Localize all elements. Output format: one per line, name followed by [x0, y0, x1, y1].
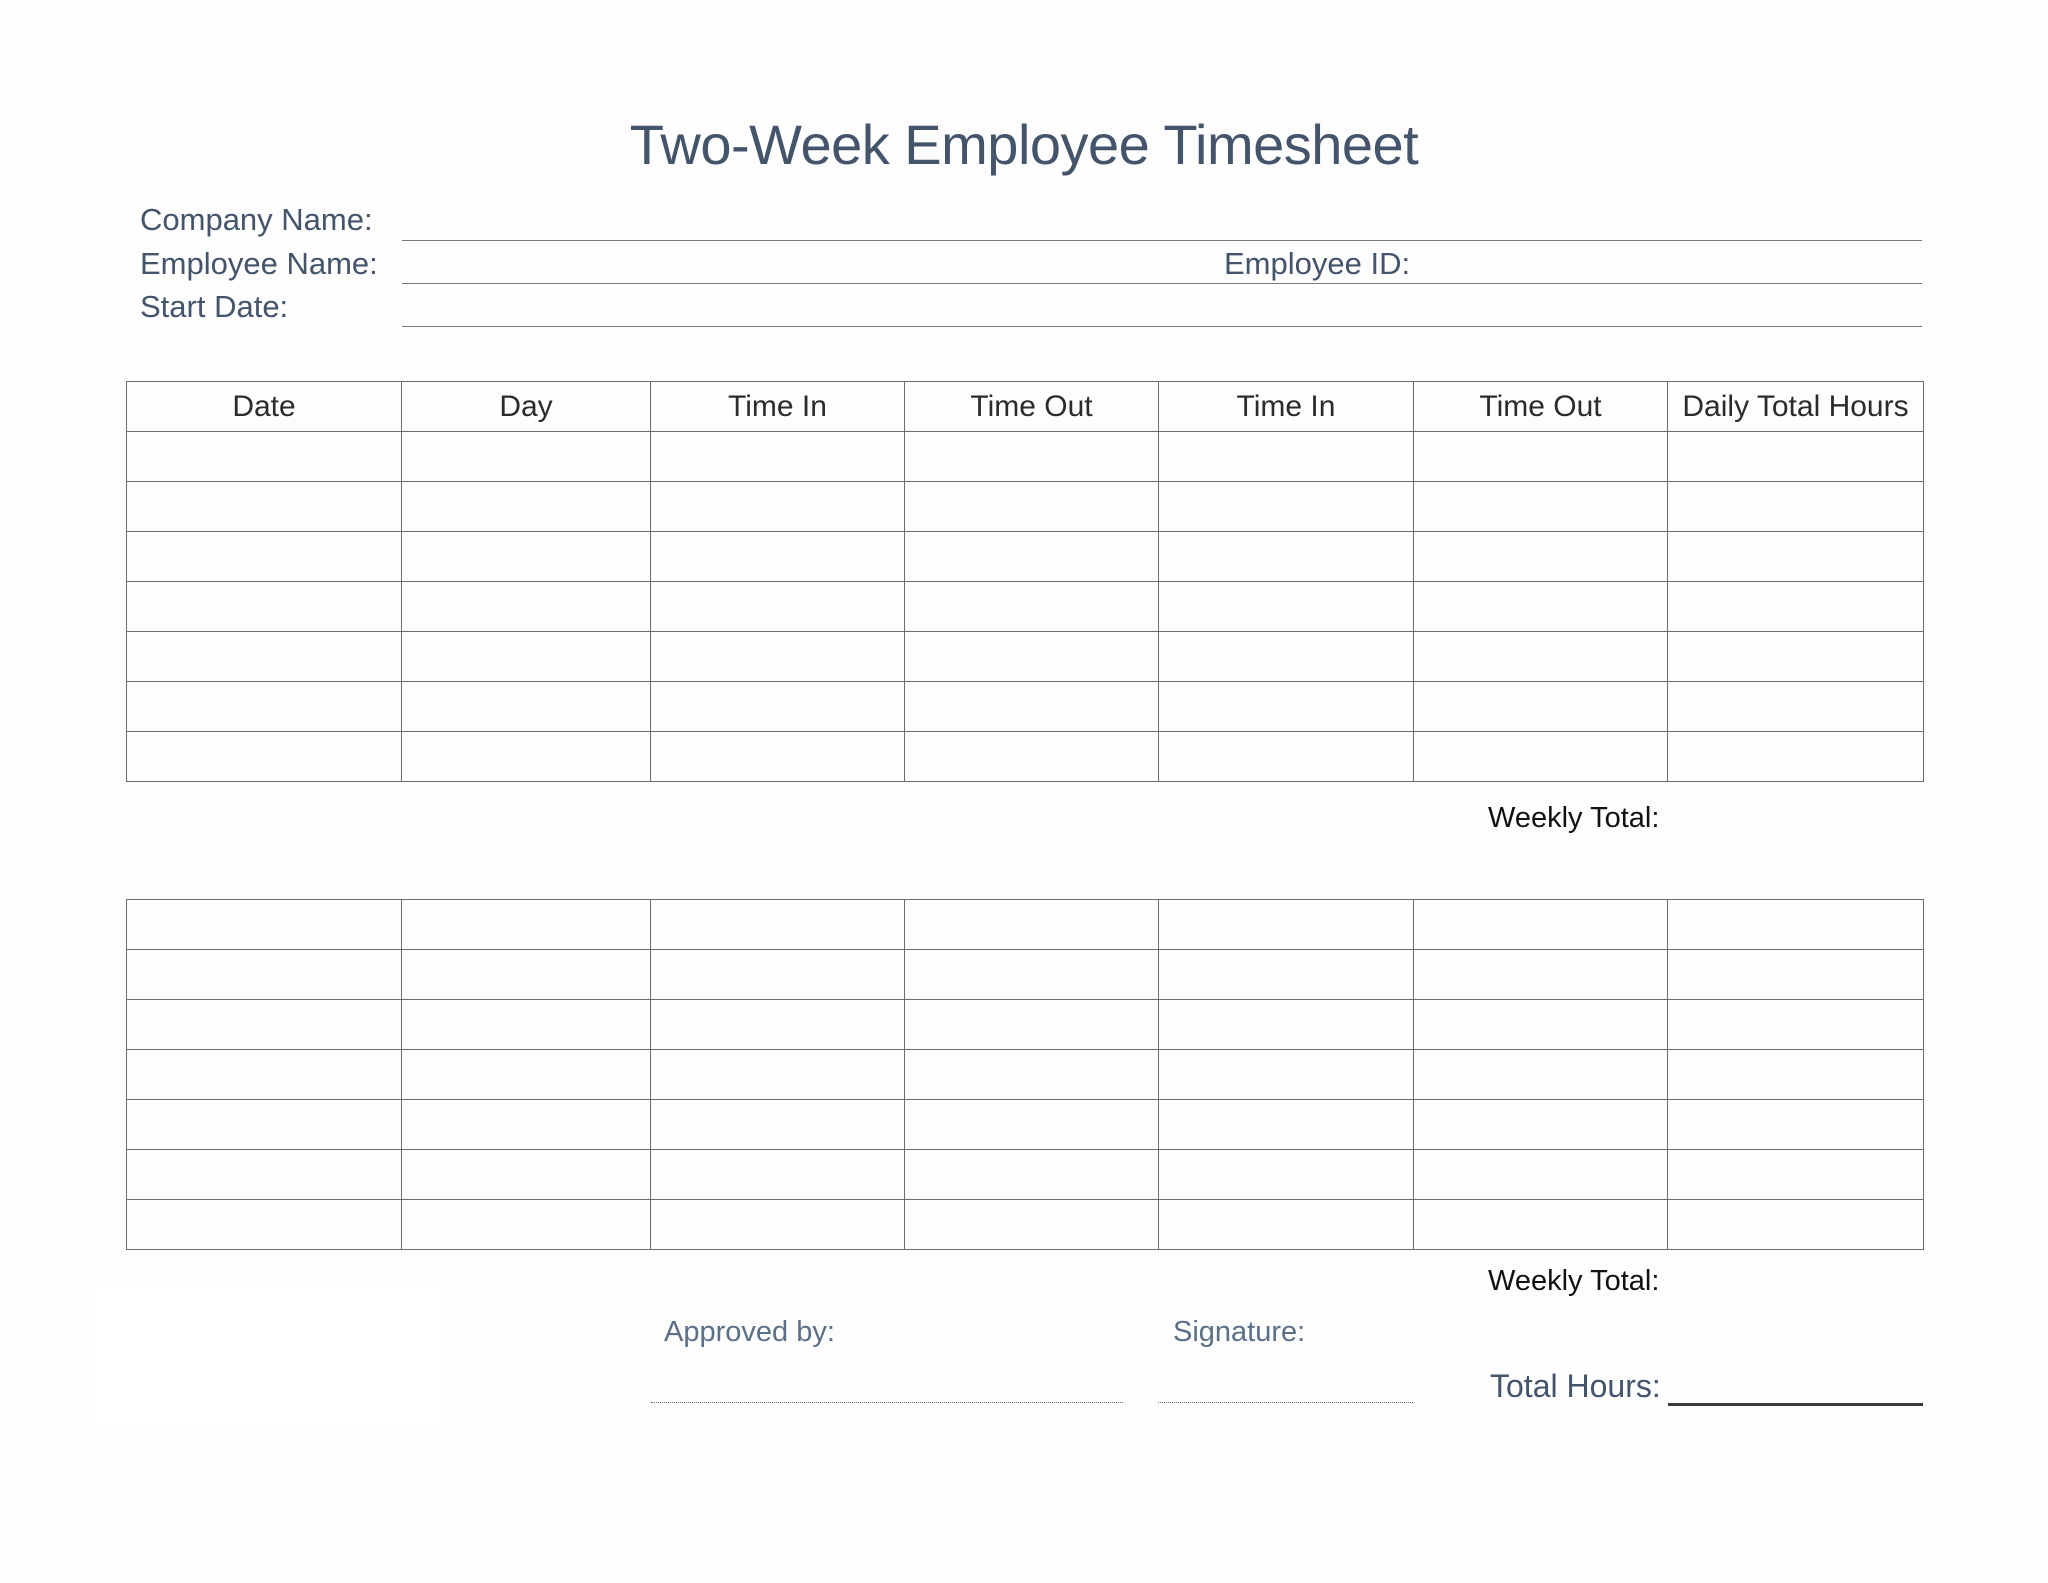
table-cell[interactable] [1159, 1200, 1414, 1250]
table-cell[interactable] [1668, 482, 1924, 532]
table-cell[interactable] [1414, 532, 1668, 582]
table-cell[interactable] [1668, 532, 1924, 582]
approved-by-field[interactable] [651, 1402, 1123, 1403]
table-row [127, 682, 1924, 732]
table-cell[interactable] [651, 732, 905, 782]
table-cell[interactable] [1159, 1100, 1414, 1150]
table-cell[interactable] [651, 582, 905, 632]
table-row [127, 532, 1924, 582]
table-cell[interactable] [402, 1100, 651, 1150]
table-cell[interactable] [1159, 582, 1414, 632]
table-cell[interactable] [127, 900, 402, 950]
table-cell[interactable] [402, 482, 651, 532]
table-cell[interactable] [402, 532, 651, 582]
blank-area [94, 1282, 446, 1426]
week-two-table [126, 899, 1924, 1250]
table-cell[interactable] [1668, 582, 1924, 632]
table-cell[interactable] [651, 1200, 905, 1250]
table-row [127, 1150, 1924, 1200]
table-cell[interactable] [1414, 1050, 1668, 1100]
table-row [127, 482, 1924, 532]
column-header-time-in: Time In [1159, 382, 1414, 432]
table-cell[interactable] [905, 432, 1159, 482]
table-cell[interactable] [651, 632, 905, 682]
table-cell[interactable] [651, 900, 905, 950]
table-cell[interactable] [402, 632, 651, 682]
total-hours-field[interactable] [1668, 1403, 1923, 1406]
table-cell[interactable] [1414, 582, 1668, 632]
table-cell[interactable] [905, 582, 1159, 632]
table-cell[interactable] [905, 532, 1159, 582]
table-header-row [127, 382, 1924, 432]
table-cell[interactable] [651, 1000, 905, 1050]
table-cell[interactable] [1414, 432, 1668, 482]
table-cell[interactable] [1414, 1200, 1668, 1250]
table-cell[interactable] [1414, 682, 1668, 732]
table-cell[interactable] [1668, 682, 1924, 732]
table-cell[interactable] [1668, 1150, 1924, 1200]
table-cell[interactable] [1414, 1150, 1668, 1200]
table-cell[interactable] [1668, 432, 1924, 482]
weekly-total-label: Weekly Total: [1488, 802, 1660, 834]
table-cell[interactable] [905, 1200, 1159, 1250]
table-cell[interactable] [1668, 632, 1924, 682]
table-cell[interactable] [905, 1050, 1159, 1100]
table-cell[interactable] [127, 732, 402, 782]
table-cell[interactable] [127, 950, 402, 1000]
table-cell[interactable] [905, 950, 1159, 1000]
table-cell[interactable] [402, 732, 651, 782]
table-cell[interactable] [127, 1200, 402, 1250]
table-cell[interactable] [1414, 1100, 1668, 1150]
table-row [127, 1200, 1924, 1250]
table-cell[interactable] [127, 1050, 402, 1100]
table-cell[interactable] [651, 432, 905, 482]
table-cell[interactable] [1668, 1200, 1924, 1250]
week-one-table [126, 381, 1924, 782]
table-cell[interactable] [651, 532, 905, 582]
table-cell[interactable] [1414, 950, 1668, 1000]
column-header-day: Day [402, 382, 651, 432]
table-cell[interactable] [1414, 632, 1668, 682]
table-cell[interactable] [1414, 732, 1668, 782]
table-cell[interactable] [127, 582, 402, 632]
table-row [127, 1100, 1924, 1150]
table-cell[interactable] [1159, 900, 1414, 950]
table-cell[interactable] [1159, 732, 1414, 782]
approved-by-label: Approved by: [664, 1316, 835, 1348]
start-date-label: Start Date: [140, 289, 289, 324]
table-cell[interactable] [1668, 1050, 1924, 1100]
table-cell[interactable] [651, 1150, 905, 1200]
company-name-label: Company Name: [140, 202, 373, 237]
table-cell[interactable] [1159, 432, 1414, 482]
table-cell[interactable] [1159, 950, 1414, 1000]
table-cell[interactable] [127, 632, 402, 682]
table-cell[interactable] [1414, 900, 1668, 950]
table-cell[interactable] [1159, 632, 1414, 682]
table-cell[interactable] [1668, 732, 1924, 782]
table-cell[interactable] [905, 682, 1159, 732]
table-cell[interactable] [1668, 1000, 1924, 1050]
table-cell[interactable] [402, 950, 651, 1000]
table-cell[interactable] [651, 950, 905, 1000]
table-row [127, 1050, 1924, 1100]
table-cell[interactable] [1159, 1000, 1414, 1050]
column-header-daily-total-hours: Daily Total Hours [1668, 382, 1924, 432]
table-cell[interactable] [1159, 532, 1414, 582]
employee-id-label: Employee ID: [1224, 246, 1411, 281]
table-cell[interactable] [1414, 1000, 1668, 1050]
table-cell[interactable] [651, 1100, 905, 1150]
table-cell[interactable] [402, 1150, 651, 1200]
table-cell[interactable] [651, 682, 905, 732]
table-cell[interactable] [905, 900, 1159, 950]
column-header-time-in: Time In [651, 382, 905, 432]
table-cell[interactable] [127, 1150, 402, 1200]
table-cell[interactable] [1414, 482, 1668, 532]
employee-name-field[interactable] [402, 283, 1922, 284]
table-cell[interactable] [1668, 900, 1924, 950]
column-header-date: Date [127, 382, 402, 432]
table-cell[interactable] [402, 432, 651, 482]
table-cell[interactable] [127, 682, 402, 732]
table-row [127, 950, 1924, 1000]
table-row [127, 1000, 1924, 1050]
column-header-time-out: Time Out [905, 382, 1159, 432]
table-row [127, 432, 1924, 482]
table-cell[interactable] [905, 1100, 1159, 1150]
start-date-field[interactable] [402, 326, 1922, 327]
signature-field[interactable] [1158, 1402, 1413, 1403]
table-cell[interactable] [1668, 950, 1924, 1000]
table-cell[interactable] [1159, 482, 1414, 532]
weekly-total-label: Weekly Total: [1488, 1265, 1660, 1297]
table-cell[interactable] [402, 1000, 651, 1050]
table-row [127, 900, 1924, 950]
table-cell[interactable] [127, 1000, 402, 1050]
table-cell[interactable] [905, 632, 1159, 682]
table-cell[interactable] [402, 900, 651, 950]
table-cell[interactable] [127, 482, 402, 532]
table-row [127, 632, 1924, 682]
employee-name-label: Employee Name: [140, 246, 378, 281]
table-cell[interactable] [905, 482, 1159, 532]
table-cell[interactable] [651, 482, 905, 532]
table-cell[interactable] [402, 1050, 651, 1100]
table-cell[interactable] [127, 1100, 402, 1150]
table-cell[interactable] [402, 682, 651, 732]
company-name-field[interactable] [402, 240, 1922, 241]
table-cell[interactable] [127, 432, 402, 482]
table-row [127, 582, 1924, 632]
table-cell[interactable] [402, 1200, 651, 1250]
table-cell[interactable] [127, 532, 402, 582]
table-cell[interactable] [1159, 1150, 1414, 1200]
total-hours-label: Total Hours: [1490, 1368, 1661, 1404]
table-cell[interactable] [905, 732, 1159, 782]
table-cell[interactable] [402, 582, 651, 632]
table-cell[interactable] [905, 1000, 1159, 1050]
table-row [127, 732, 1924, 782]
table-cell[interactable] [905, 1150, 1159, 1200]
table-cell[interactable] [1159, 682, 1414, 732]
table-cell[interactable] [1668, 1100, 1924, 1150]
signature-label: Signature: [1173, 1316, 1306, 1348]
page-title: Two-Week Employee Timesheet [629, 113, 1419, 176]
table-cell[interactable] [651, 1050, 905, 1100]
table-cell[interactable] [1159, 1050, 1414, 1100]
column-header-time-out: Time Out [1414, 382, 1668, 432]
